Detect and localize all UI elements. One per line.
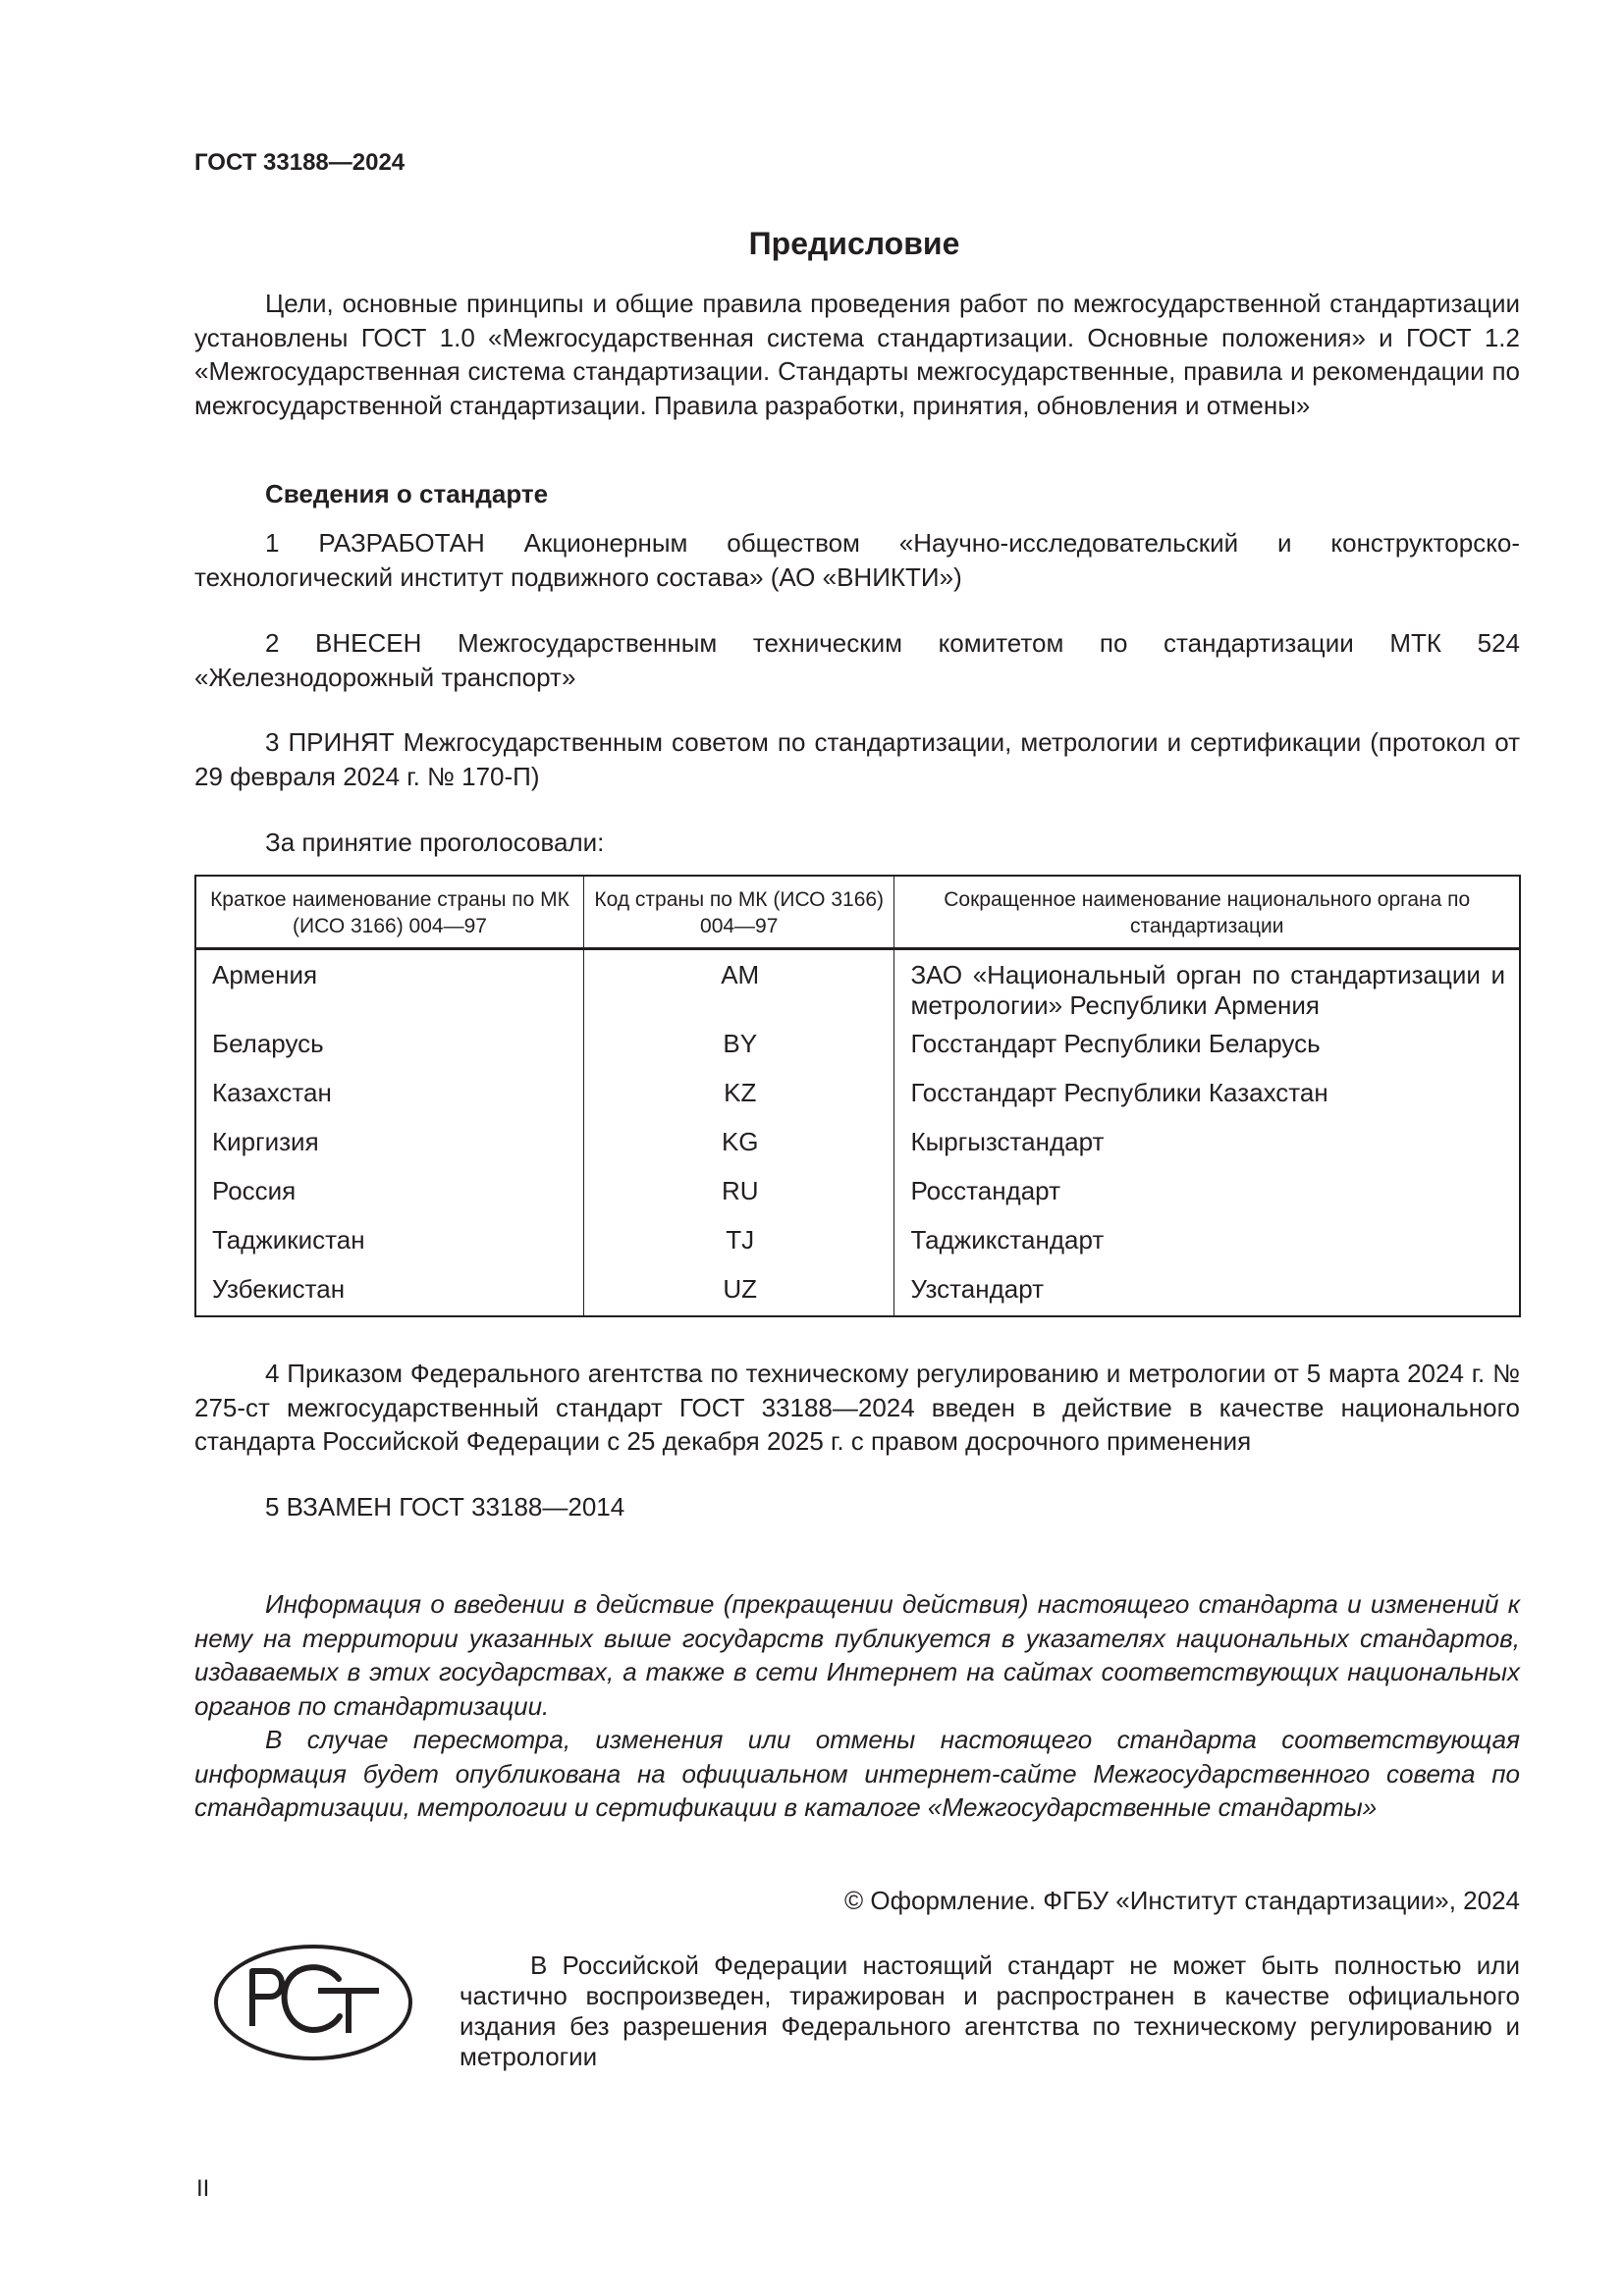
cell-country: Армения [195, 949, 584, 1030]
cell-code: UZ [584, 1274, 894, 1316]
item-submitted: 2 ВНЕСЕН Межгосударственным техническим комитетом по стандартизации МТК 524 «Железнодорожный транспорт» [194, 628, 1520, 692]
cell-body: ЗАО «Национальный орган по стандартизации и метрологии» Республики Армения [894, 949, 1520, 1030]
table-row [195, 1029, 1520, 1078]
cell-country: Казахстан [195, 1078, 584, 1127]
cell-body: Таджикстандарт [894, 1225, 1520, 1274]
cell-body: Кыргызстандарт [894, 1127, 1520, 1176]
cell-country: Киргизия [195, 1127, 584, 1176]
table-row [195, 949, 1520, 1030]
document-header: ГОСТ 33188—2024 [194, 149, 406, 176]
cell-code: KG [584, 1127, 894, 1176]
cell-country: Узбекистан [195, 1274, 584, 1316]
column-header-code: Код страны по МК (ИСО 3166) 004—97 [584, 876, 894, 949]
cell-country: Беларусь [195, 1029, 584, 1078]
cell-code: RU [584, 1176, 894, 1225]
intro-paragraph: Цели, основные принципы и общие правила проведения работ по межгосударственной стандартизации установлены ГОСТ 1.0 «Межгосударственная система стандартизации. Основные положения» и ГОСТ 1.2 «Межгосударственная система стандартизации. Стандарты межгосударственные, правила и рекомендации по межгосударственной стандартизации. Правила разработки, принятия, обновления и отмены» [194, 289, 1520, 420]
cell-code: BY [584, 1029, 894, 1078]
table-row [195, 1274, 1520, 1316]
reproduction-notice: В Российской Федерации настоящий стандарт не может быть полностью или частично воспроизведен, тиражирован и распространен в качестве официального издания без разрешения Федерального агентства по техническому регулированию и метрологии [460, 1950, 1520, 2071]
page-number: II [196, 2175, 210, 2202]
column-header-country: Краткое наименование страны по МК (ИСО 3166) 004—97 [195, 876, 584, 949]
page-title: Предисловие [748, 226, 960, 261]
rst-logo-icon [211, 1942, 415, 2068]
item-developed: 1 РАЗРАБОТАН Акционерным обществом «Научно-исследовательский и конструкторско-технологический институт подвижного состава» (АО «ВНИКТИ») [194, 528, 1520, 592]
cell-country: Россия [195, 1176, 584, 1225]
info-paragraph-revision: В случае пересмотра, изменения или отмены настоящего стандарта соответствующая информация будет опубликована на официальном интернет-сайте Межгосударственного совета по стандартизации, метрологии и сертификации в каталоге «Межгосударственные стандарты» [194, 1725, 1520, 1822]
copyright-line: © Оформление. ФГБУ «Институт стандартизации», 2024 [844, 1886, 1520, 1915]
cell-code: KZ [584, 1078, 894, 1127]
cell-country: Таджикистан [195, 1225, 584, 1274]
cell-code: TJ [584, 1225, 894, 1274]
item-adopted: 3 ПРИНЯТ Межгосударственным советом по стандартизации, метрологии и сертификации (протокол от 29 февраля 2024 г. № 170-П) [194, 727, 1520, 791]
voting-table [194, 875, 1521, 1317]
cell-body: Росстандарт [894, 1176, 1520, 1225]
cell-body: Госстандарт Республики Казахстан [894, 1078, 1520, 1127]
vote-label: За принятие проголосовали: [265, 828, 605, 857]
section-subheading: Сведения о стандарте [265, 479, 549, 508]
cell-body: Госстандарт Республики Беларусь [894, 1029, 1520, 1078]
info-paragraph-publication: Информация о введении в действие (прекращении действия) настоящего стандарта и изменений к нему на территории указанных выше государств публикуется в указателях национальных стандартов, издаваемых в этих государствах, а также в сети Интернет на сайтах соответствующих национальных органов по стандартизации. [194, 1589, 1520, 1721]
table-row [195, 1176, 1520, 1225]
column-header-body: Сокращенное наименование национального органа по стандартизации [894, 876, 1520, 949]
table-row [195, 1127, 1520, 1176]
item-replaces: 5 ВЗАМЕН ГОСТ 33188—2014 [265, 1492, 625, 1522]
table-row [195, 1225, 1520, 1274]
cell-code: AM [584, 949, 894, 1030]
table-header-row [195, 876, 1520, 949]
cell-body: Узстандарт [894, 1274, 1520, 1316]
table-row [195, 1078, 1520, 1127]
item-enacted: 4 Приказом Федерального агентства по техническому регулированию и метрологии от 5 марта 2024 г. № 275-ст межгосударственный стандарт ГОСТ 33188—2024 введен в действие в качестве национального стандарта Российской Федерации с 25 декабря 2025 г. с правом досрочного применения [194, 1359, 1520, 1456]
